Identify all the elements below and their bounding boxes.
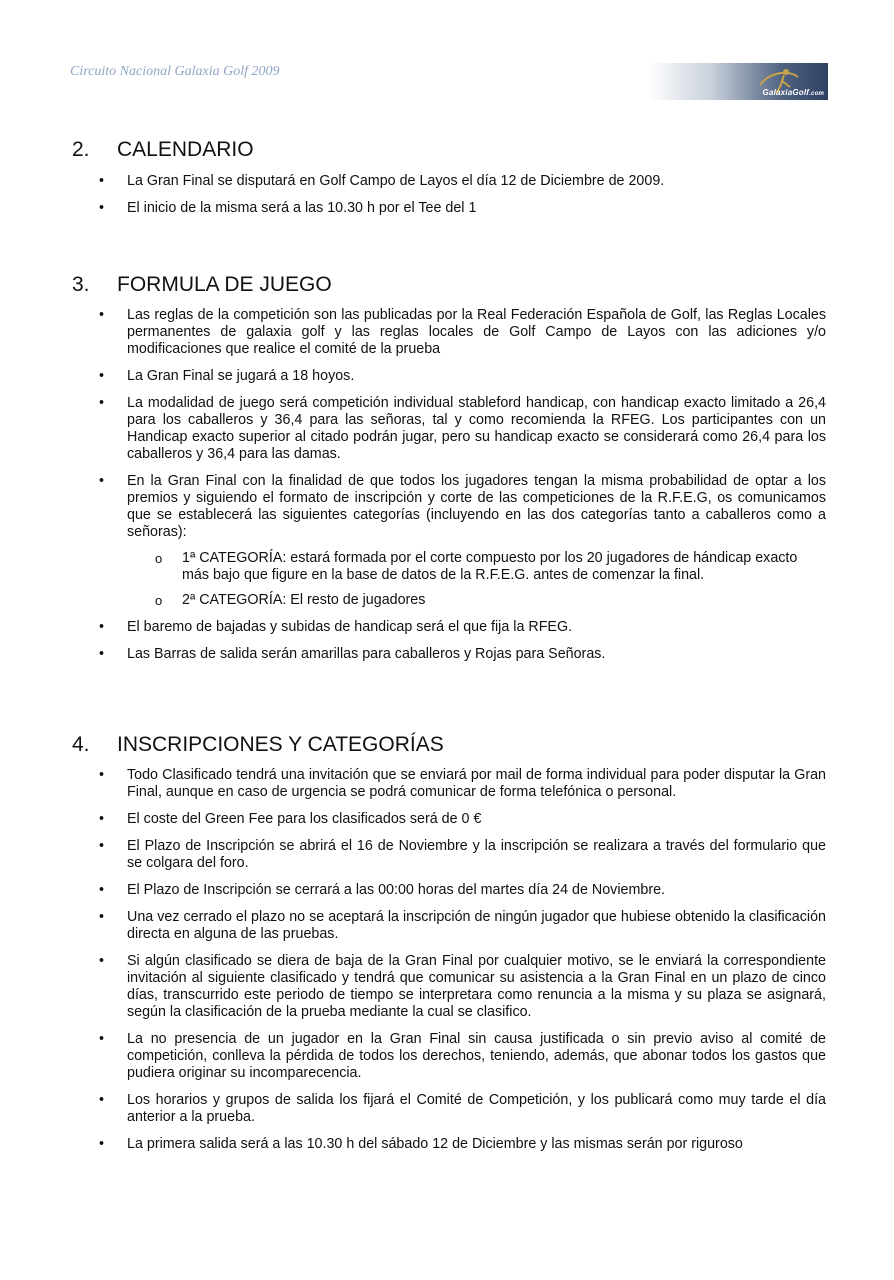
list-item: • En la Gran Final con la finalidad de que todos los jugadores tengan la misma probabilidad de optar a los premios y siguiendo el formato de inscripción y corte de las competiciones de la R.F.E.G, os comunicamos que se establecerá las siguientes categorías (incluyendo en las dos categorías tanto a caballeros como a señoras): o 1ª CATEGORÍA: estará formada por el corte compuesto por los 20 jugadores de hándicap exacto más bajo que figure en la base de datos de la R.F.E.G. antes de comenzar la final. o 2ª CATEGORÍA: El resto de jugadores xyxy=(99,473,826,608)
list-item: • Todo Clasificado tendrá una invitación que se enviará por mail de forma individual para poder disputar la Gran Final, aunque en caso de urgencia se podrá comunicar de forma telefónica o personal. xyxy=(99,767,826,800)
section-list-formula-de-juego xyxy=(99,307,826,673)
section-heading-calendario: 2. CALENDARIO xyxy=(72,138,254,161)
sub-list-item: o 2ª CATEGORÍA: El resto de jugadores xyxy=(155,592,426,608)
list-item: • El inicio de la misma será a las 10.30 h por el Tee del 1 xyxy=(99,200,477,216)
list-item: • El coste del Green Fee para los clasificados será de 0 € xyxy=(99,811,482,827)
list-item: • La Gran Final se disputará en Golf Campo de Layos el día 12 de Diciembre de 2009. xyxy=(99,173,665,189)
sub-list-categorias xyxy=(127,550,826,609)
section-list-calendario xyxy=(99,173,826,227)
list-item: • Una vez cerrado el plazo no se aceptará la inscripción de ningún jugador que hubiese obtenido la clasificación directa en alguna de las pruebas. xyxy=(99,909,826,942)
list-item: • El Plazo de Inscripción se cerrará a las 00:00 horas del martes día 24 de Noviembre. xyxy=(99,882,665,898)
list-item: • El Plazo de Inscripción se abrirá el 16 de Noviembre y la inscripción se realizara a través del formulario que se colgara del foro. xyxy=(99,838,826,871)
galaxia-golf-logo xyxy=(648,63,828,100)
section-heading-inscripciones: 4. INSCRIPCIONES Y CATEGORÍAS xyxy=(72,733,444,756)
section-list-inscripciones xyxy=(99,767,826,1163)
logo-wordmark: GalaxiaGolf.com xyxy=(762,88,824,97)
header-title: Circuito Nacional Galaxia Golf 2009 xyxy=(70,64,280,79)
sub-list-item: o 1ª CATEGORÍA: estará formada por el corte compuesto por los 20 jugadores de hándicap exacto más bajo que figure en la base de datos de la R.F.E.G. antes de comenzar la final. xyxy=(155,550,798,583)
list-item: • El baremo de bajadas y subidas de handicap será el que fija la RFEG. xyxy=(99,619,573,635)
list-item: • La Gran Final se jugará a 18 hoyos. xyxy=(99,368,355,384)
list-item: • Si algún clasificado se diera de baja de la Gran Final por cualquier motivo, se le enviará la correspondiente invitación al siguiente clasificado y tendrá que comunicar su asistencia a la Gran Final en un plazo de cinco días, transcurrido este periodo de tiempo se interpretara como renuncia a la misma y su plaza se asignará, según la clasificación de la prueba mediante la cual se clasifico. xyxy=(99,953,826,1020)
list-item: • La no presencia de un jugador en la Gran Final sin causa justificada o sin previo aviso al comité de competición, conlleva la pérdida de todos los derechos, teniendo, además, que abonar todos los gastos que pudiera originar su incomparecencia. xyxy=(99,1031,826,1081)
list-item: • Los horarios y grupos de salida los fijará el Comité de Competición, y los publicará como muy tarde el día anterior a la prueba. xyxy=(99,1092,826,1125)
list-item: • Las Barras de salida serán amarillas para caballeros y Rojas para Señoras. xyxy=(99,646,606,662)
list-item: • Las reglas de la competición son las publicadas por la Real Federación Española de Golf, las Reglas Locales permanentes de galaxia golf y las reglas locales de Golf Campo de Layos con las adiciones y/o modificaciones que realice el comité de la prueba xyxy=(99,307,826,357)
list-item: • La modalidad de juego será competición individual stableford handicap, con handicap exacto limitado a 26,4 para los caballeros y 36,4 para las señoras, tal y como recomienda la RFEG. Los participantes con un Handicap exacto superior al citado podrán jugar, pero su handicap exacto se considerará como 26,4 para los caballeros y 36,4 para las damas. xyxy=(99,395,826,462)
section-heading-formula-de-juego: 3. FORMULA DE JUEGO xyxy=(72,273,332,296)
list-item: • La primera salida será a las 10.30 h del sábado 12 de Diciembre y las mismas serán por riguroso xyxy=(99,1136,743,1152)
